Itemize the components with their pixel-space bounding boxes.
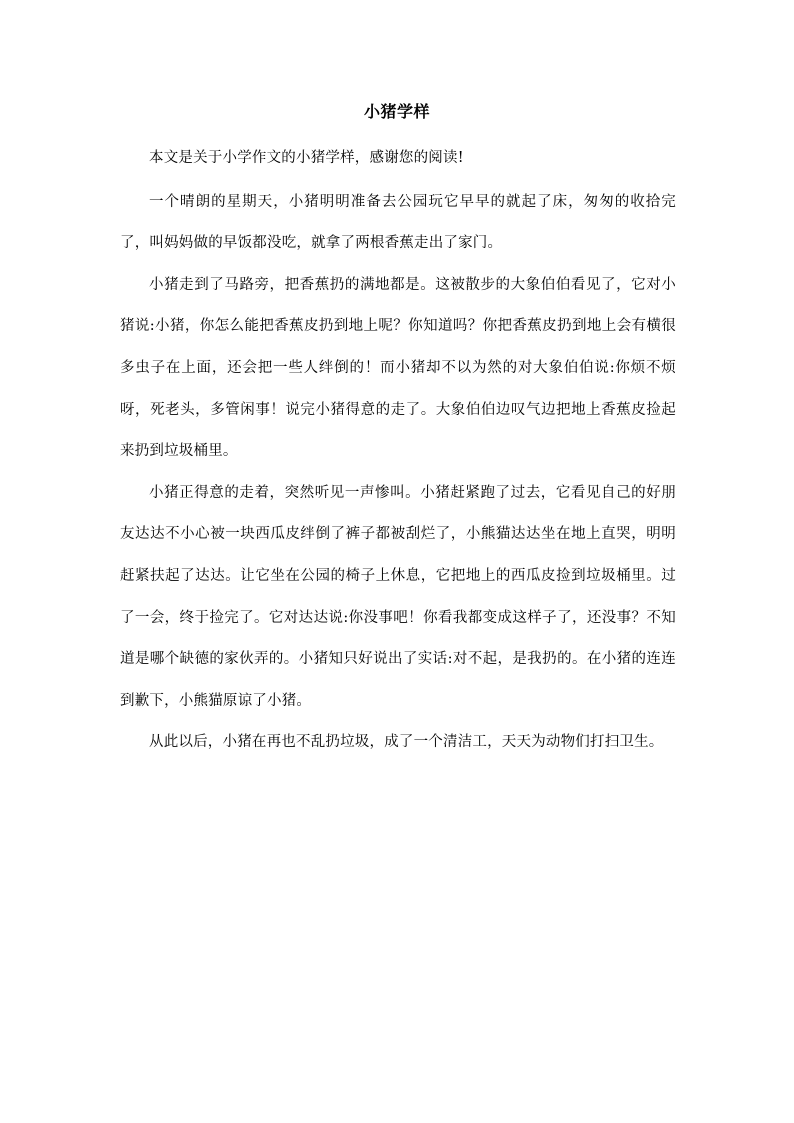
body-paragraph: 小猪走到了马路旁，把香蕉扔的满地都是。这被散步的大象伯伯看见了，它对小猪说:小猪，你怎么能把香蕉皮扔到地上呢？你知道吗？你把香蕉皮扔到地上会有横很多虫子在上面，还会把一些人绊倒的！而小猪却不以为然的对大象伯伯说:你烦不烦呀，死老头，多管闲事！说完小猪得意的走了。大象伯伯边叹气边把地上香蕉皮捡起来扔到垃圾桶里。	[120, 276, 676, 460]
document-body	[120, 138, 676, 764]
body-paragraph: 从此以后，小猪在再也不乱扔垃圾，成了一个清洁工，天天为动物们打扫卫生。	[149, 734, 664, 751]
document-title: 小猪学样	[363, 102, 430, 121]
body-paragraph: 一个晴朗的星期天，小猪明明准备去公园玩它早早的就起了床，匆匆的收拾完了，叫妈妈做的早饭都没吃，就拿了两根香蕉走出了家门。	[120, 193, 676, 252]
body-paragraph: 小猪正得意的走着，突然听见一声惨叫。小猪赶紧跑了过去，它看见自己的好朋友达达不小心被一块西瓜皮绊倒了裤子都被刮烂了，小熊猫达达坐在地上直哭，明明赶紧扶起了达达。让它坐在公园的椅子上休息，它把地上的西瓜皮捡到垃圾桶里。过了一会，终于捡完了。它对达达说:你没事吧！你看我都变成这样子了，还没事？不知道是哪个缺德的家伙弄的。小猪知只好说出了实话:对不起，是我扔的。在小猪的连连到歉下，小熊猫原谅了小猪。	[120, 484, 676, 709]
intro-paragraph: 本文是关于小学作文的小猪学样，感谢您的阅读!	[149, 150, 464, 166]
